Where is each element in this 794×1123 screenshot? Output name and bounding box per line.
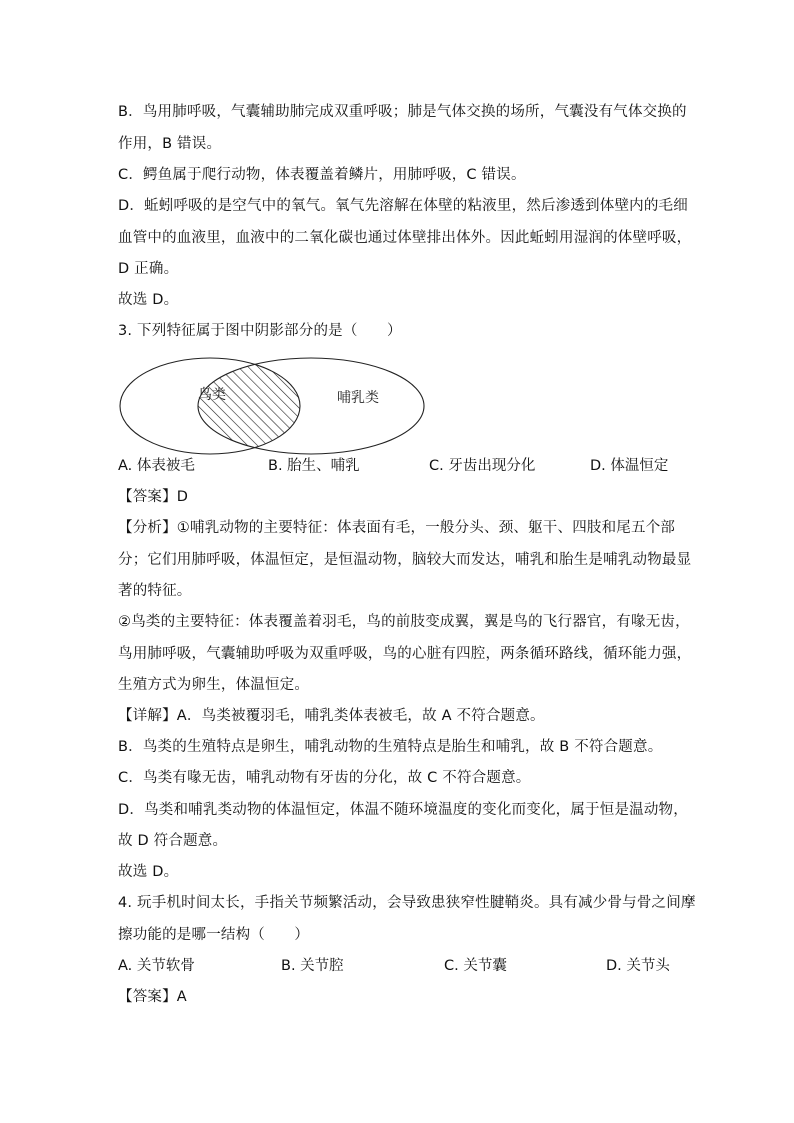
venn-label-mammals: 哺乳类 [337,390,379,406]
q3-option-c: C. 牙齿出现分化 [429,458,536,474]
q4-stem-line2: 擦功能的是哪一结构（ ） [118,927,310,943]
venn-overlap-shaded [198,358,424,454]
q4-option-c: C. 关节囊 [444,958,507,974]
q3-analysis-line6: 生殖方式为卵生，体温恒定。 [118,677,310,693]
q4-option-b: B. 关节腔 [281,958,344,974]
venn-diagram [118,356,428,456]
q3-analysis-line4: ②鸟类的主要特征：体表覆盖着羽毛，鸟的前肢变成翼，翼是鸟的飞行器官，有喙无齿， [118,614,690,630]
q3-option-d: D. 体温恒定 [590,458,669,474]
q4-answer: 【答案】A [118,989,187,1005]
q3-detail-c: C．鸟类有喙无齿，哺乳动物有牙齿的分化，故 C 不符合题意。 [118,770,531,786]
q2-option-c-explanation: C．鳄鱼属于爬行动物，体表覆盖着鳞片，用肺呼吸，C 错误。 [118,167,526,183]
q4-option-d: D. 关节头 [606,958,670,974]
q3-stem: 3. 下列特征属于图中阴影部分的是（ ） [118,323,402,339]
q2-option-b-explanation-line1: B．鸟用肺呼吸，气囊辅助肺完成双重呼吸；肺是气体交换的场所，气囊没有气体交换的 [118,104,687,120]
q3-answer: 【答案】D [118,489,189,505]
q3-analysis-line1: 【分析】①哺乳动物的主要特征：体表面有毛，一般分头、颈、躯干、四肢和尾五个部 [118,520,676,536]
q2-option-d-explanation-line1: D．蚯蚓呼吸的是空气中的氧气。氧气先溶解在体壁的粘液里，然后渗透到体壁内的毛细 [118,198,688,214]
q4-stem-line1: 4. 玩手机时间太长，手指关节频繁活动，会导致患狭窄性腱鞘炎。具有减少骨与骨之间摩 [118,895,696,911]
q2-option-d-explanation-line3: D 正确。 [118,261,179,277]
q3-analysis-line5: 鸟用肺呼吸，气囊辅助呼吸为双重呼吸，鸟的心脏有四腔，两条循环路线，循环能力强， [118,646,692,662]
q3-detail-b: B．鸟类的生殖特点是卵生，哺乳动物的生殖特点是胎生和哺乳，故 B 不符合题意。 [118,739,663,755]
q4-option-a: A. 关节软骨 [118,958,195,974]
q2-option-d-explanation-line2: 血管中的血液里，血液中的二氧化碳也通过体壁排出体外。因此蚯蚓用湿润的体壁呼吸， [118,230,692,246]
q3-detail-a: 【详解】A．鸟类被覆羽毛，哺乳类体表被毛，故 A 不符合题意。 [118,708,545,724]
q3-analysis-line3: 著的特征。 [118,583,192,599]
q3-option-a: A. 体表被毛 [118,458,195,474]
q3-conclusion: 故选 D。 [118,864,179,880]
q3-detail-d-line1: D．鸟类和哺乳类动物的体温恒定，体温不随环境温度的变化而变化，属于恒是温动物， [118,802,688,818]
q2-option-b-explanation-line2: 作用，B 错误。 [118,136,222,152]
q2-conclusion: 故选 D。 [118,292,179,308]
q3-option-b: B. 胎生、哺乳 [268,458,360,474]
q3-analysis-line2: 分；它们用肺呼吸，体温恒定，是恒温动物，脑较大而发达，哺乳和胎生是哺乳动物最显 [118,552,692,568]
venn-label-birds: 鸟类 [198,387,226,403]
q3-detail-d-line2: 故 D 符合题意。 [118,833,228,849]
